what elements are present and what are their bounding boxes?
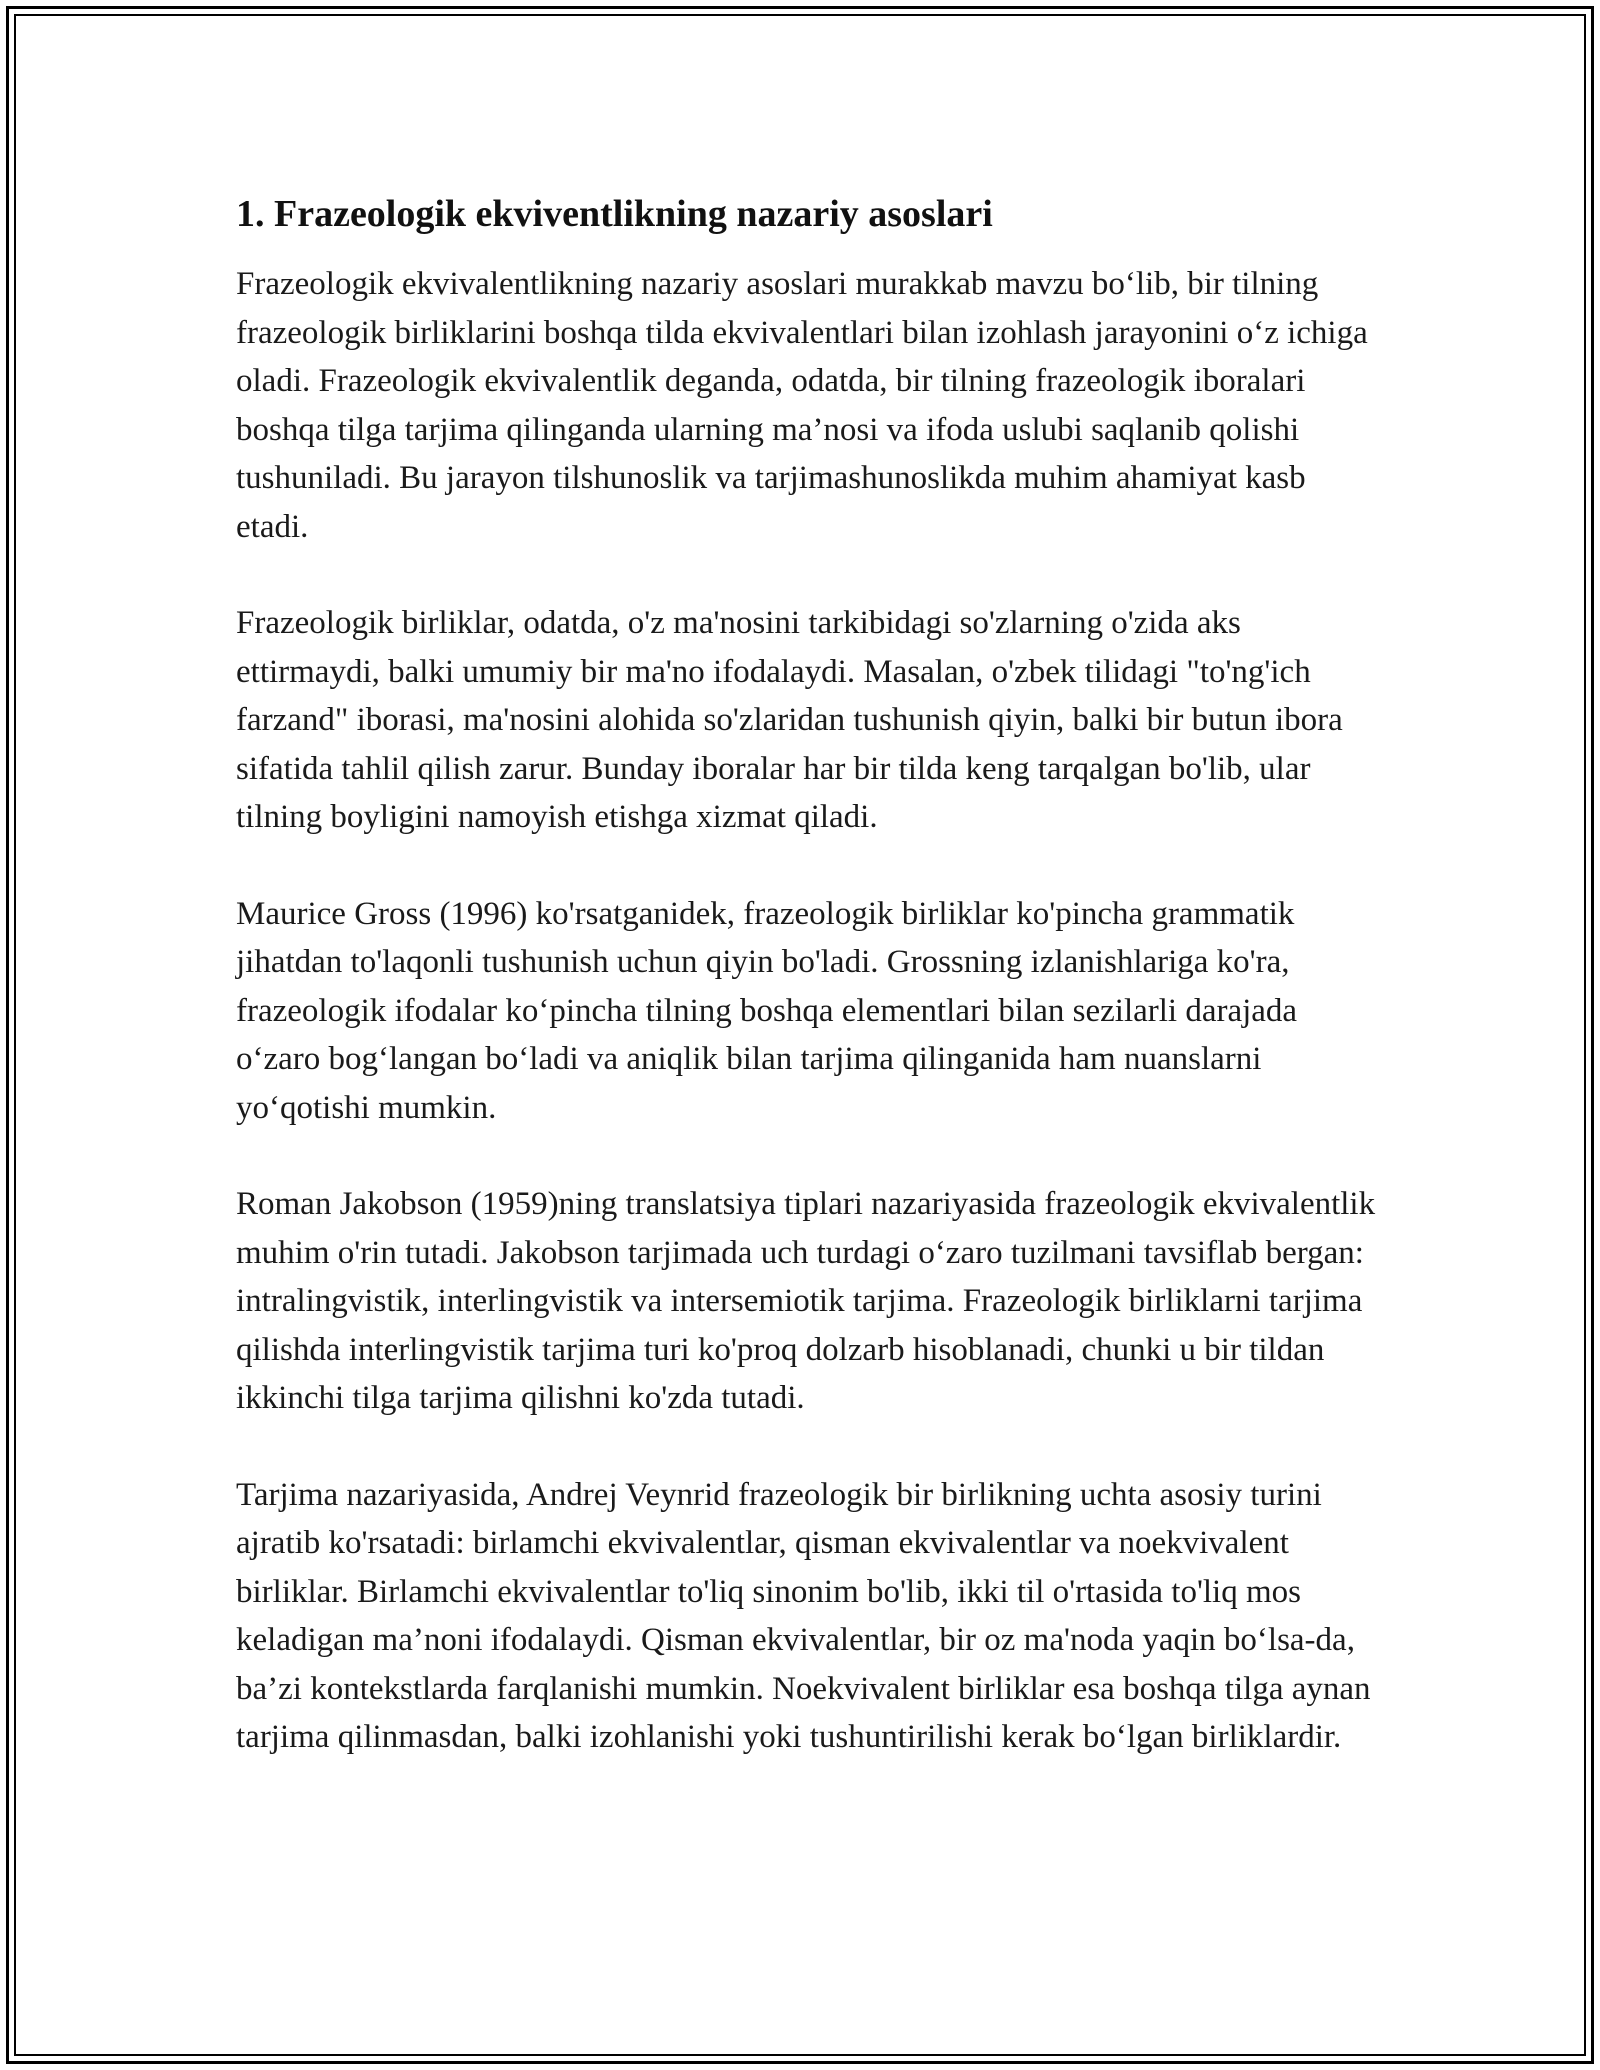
section-heading: 1. Frazeologik ekviventlikning nazariy asoslari [236, 193, 993, 235]
paragraph-1: Frazeologik ekvivalentlikning nazariy asoslari murakkab mavzu bo‘lib, bir tilning frazeologik birliklarini boshqa tilda ekvivalentlari bilan izohlash jarayonini o‘z ichiga oladi. Frazeologik ekvivalentlik deganda, odatda, bir tilning frazeologik iboralari boshqa tilga tarjima qilinganda ularning ma’nosi va ifoda uslubi saqlanib qolishi tushuniladi. Bu jarayon tilshunoslik va tarjimashunoslikda muhim ahamiyat kasb etadi. [236, 266, 1368, 545]
paragraph-4: Roman Jakobson (1959)ning translatsiya tiplari nazariyasida frazeologik ekvivalentlik muhim o'rin tutadi. Jakobson tarjimada uch turdagi o‘zaro tuzilmani tavsiflab bergan: intralingvistik, interlingvistik va intersemiotik tarjima. Frazeologik birliklarni tarjima qilishda interlingvistik tarjima turi ko'proq dolzarb hisoblanadi, chunki u bir tildan ikkinchi tilga tarjima qilishni ko'zda tutadi. [236, 1186, 1376, 1416]
paragraph-3: Maurice Gross (1996) ko'rsatganidek, frazeologik birliklar ko'pincha grammatik jihatdan to'laqonli tushunish uchun qiyin bo'ladi. Grossning izlanishlariga ko'ra, frazeologik ifodalar ko‘pincha tilning boshqa elementlari bilan sezilarli darajada o‘zaro bog‘langan bo‘ladi va aniqlik bilan tarjima qilinganida ham nuanslarni yo‘qotishi mumkin. [236, 895, 1298, 1126]
paragraph-2: Frazeologik birliklar, odatda, o'z ma'nosini tarkibidagi so'zlarning o'zida aks ettirmaydi, balki umumiy bir ma'no ifodalaydi. Masalan, o'zbek tilidagi "to'ng'ich farzand" iborasi, ma'nosini alohida so'zlaridan tushunish qiyin, balki bir butun ibora sifatida tahlil qilish zarur. Bunday iboralar har bir tilda keng tarqalgan bo'lib, ular tilning boyligini namoyish etishga xizmat qiladi. [236, 605, 1343, 835]
document-content [236, 188, 1376, 1810]
paragraph-5: Tarjima nazariyasida, Andrej Veynrid frazeologik bir birlikning uchta asosiy turini ajratib ko'rsatadi: birlamchi ekvivalentlar, qisman ekvivalentlar va noekvivalent birliklar. Birlamchi ekvivalentlar to'liq sinonim bo'lib, ikki til o'rtasida to'liq mos keladigan ma’noni ifodalaydi. Qisman ekvivalentlar, bir oz ma'noda yaqin bo‘lsa-da, ba’zi kontekstlarda farqlanishi mumkin. Noekvivalent birliklar esa boshqa tilga aynan tarjima qilinmasdan, balki izohlanishi yoki tushuntirilishi kerak bo‘lgan birliklardir. [236, 1476, 1371, 1755]
